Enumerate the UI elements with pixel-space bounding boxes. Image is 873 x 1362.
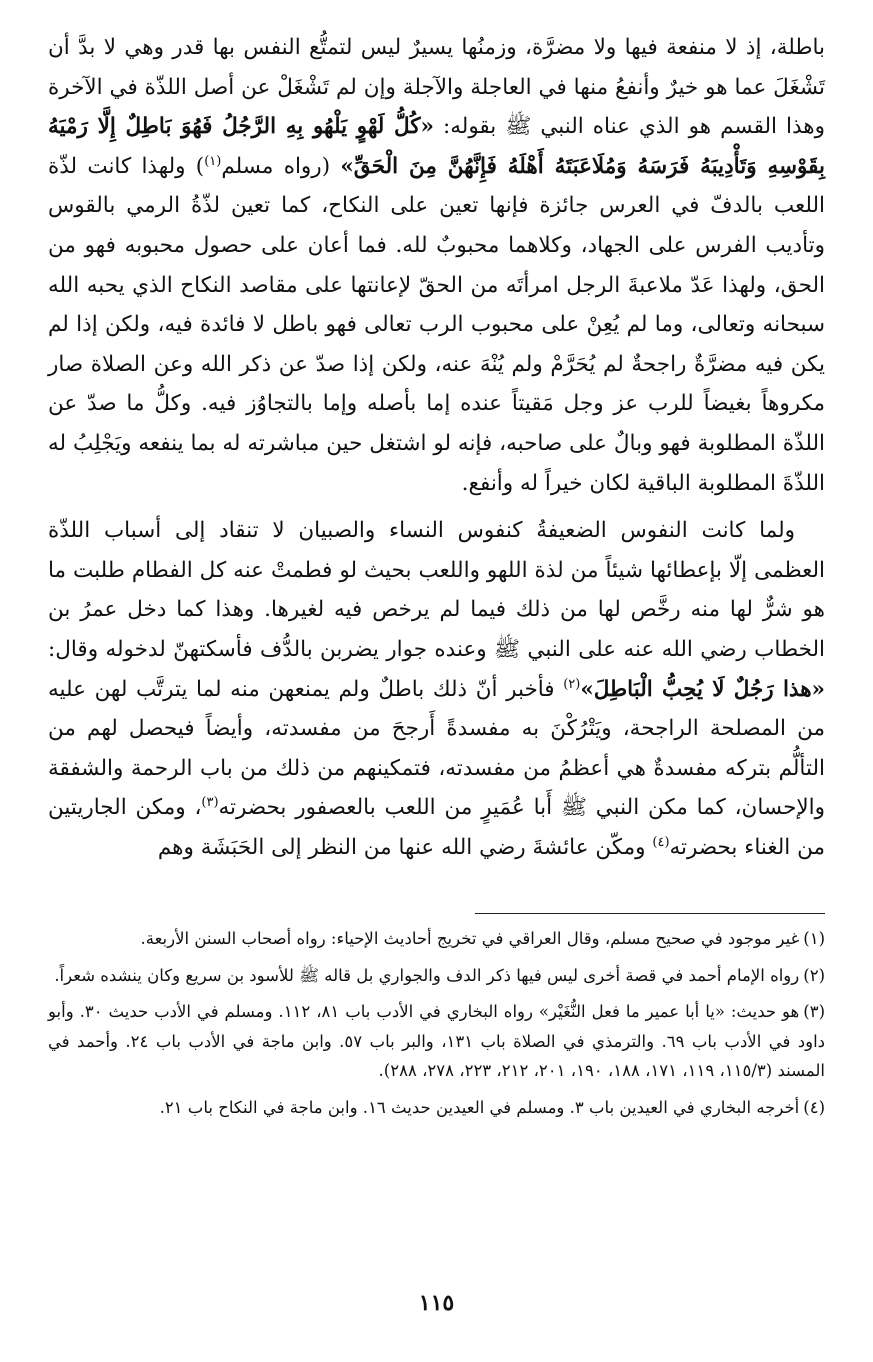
footnote-4 [48,1093,825,1123]
paragraph-2-text-a: ولما كانت النفوس الضعيفةُ كنفوس النساء والصبيان لا تنقاد إلى أسباب اللذّة العظمى إلّا بإعطائها شيئاً من لذة اللهو واللعب بحيث لو فطمتْ عنه كل الفطام طلبت ما هو شرٌّ لها منه رخَّص لها من ذلك فيما لم يرخص فيه لغيرها. وهذا كما دخل عمرُ بن الخطاب رضي الله عنه على النبي ﷺ وعنده جوار يضربن بالدُّف فأسكتهنّ لدخوله وقال: [48,518,825,662]
paragraph-1-text-a: باطلة، إذ لا منفعة فيها ولا مضرَّة، وزمنُها يسيرٌ ليس لتمتُّع النفس بها قدر وهي لا بدَّ أن تَشْغَلَ عما هو خيرٌ وأنفعُ منها في العاجلة والآجلة وإن لم تَشْغَلْ عن أصل اللذّة في الآخرة وهذا القسم هو الذي عناه النبي ﷺ بقوله: [48,35,825,140]
footnote-ref-2[interactable]: (٢) [563,676,581,692]
footnote-number: (٤) [803,1097,825,1117]
footnote-ref-4[interactable]: (٤) [652,834,670,850]
footnote-ref-1[interactable]: (١) [204,153,222,169]
footnote-text: رواه الإمام أحمد في قصة أخرى ليس فيها ذكر الدف والجواري بل قاله ﷺ للأسود بن سريع وكان ينشده شعراً. [54,965,800,985]
page-number: ١١٥ [418,1290,455,1316]
paragraph-2-text-d: ومكّن عائشةَ رضي الله عنها من النظر إلى الحَبَشَة وهم [157,834,646,860]
footnote-1 [48,924,825,954]
footnote-text: غير موجود في صحيح مسلم، وقال العراقي في تخريج أحاديث الإحياء: رواه أصحاب السنن الأربعة. [140,929,800,948]
footnote-ref-3[interactable]: (٣) [201,795,219,811]
footnote-number: (١) [803,929,825,948]
footnote-2 [48,961,825,991]
footnote-text: أخرجه البخاري في العيدين باب ٣. ومسلم في العيدين حديث ١٦. وابن ماجة في النكاح باب ٢١. [159,1097,800,1117]
footnotes [48,924,825,1130]
paragraph-2 [48,511,825,867]
footnote-3 [48,997,825,1086]
footnote-separator [475,913,825,914]
paragraph-2-text-b: فأخبر أنّ ذلك باطلٌ ولم يمنعهن منه لما يترتَّب لهن عليه من المصلحة الراجحة، ويَتْرُكْنَ به مفسدةً أَرجحَ من مفسدته، وأيضاً فيحصل لهم من التألُّم بتركه مفسدةٌ هي أعظمُ من مفسدته، فتمكينهم من ذلك من باب الرحمة والشفقة والإحسان، كما مكن النبي ﷺ أَبا عُمَيرٍ من اللعب بالعصفور بحضرته [48,676,825,821]
main-text [48,28,825,867]
footnote-number: (٢) [803,965,825,985]
footnote-text: هو حديث: «يا أبا عمير ما فعل النُّغَيْر» رواه البخاري في الأدب باب ٨١، ١١٢. ومسلم في الأدب حديث ٣٠. وأبو داود في الأدب باب ٦٩. والترمذي في الصلاة باب ١٣١، والبر باب ٥٧. وابن ماجة في الأدب باب ٢٤. وأحمد في المسند (١١٥/٣، ١١٩، ١٧١، ١٨٨، ١٩٠، ٢٠١، ٢١٢، ٢٢٣، ٢٧٨، ٢٨٨). [48,1002,825,1081]
footnote-number: (٣) [803,1002,825,1022]
hadith-quote-2: «هذا رَجُلٌ لَا يُحِبُّ الْبَاطِلَ» [580,676,825,702]
hadith-quote-1: «كُلُّ لَهْوٍ يَلْهُو بِهِ الرَّجُلُ فَهُوَ بَاطِلٌ إِلَّا رَمْيَهُ بِقَوْسِهِ وَتَأْدِيبَهُ فَرَسَهُ وَمُلَاعَبَتَهُ أَهْلَهُ فَإِنَّهُنَّ مِنَ الْحَقِّ» [48,114,825,179]
paragraph-1 [48,28,825,503]
paragraph-2-text-c: ، ومكن الجاريتين من الغناء بحضرته [48,795,825,860]
paragraph-1-text-c: ) ولهذا كانت لذّة اللعب بالدفّ في العرس جائزة فإنها تعين على النكاح، كما تعين لذّةُ الرمي بالقوس وتأديب الفرس على الجهاد، وكلاهما محبوبٌ لله. فما أعان على حصول محبوبه فهو من الحق، ولهذا عَدّ ملاعبةَ الرجل امرأتَه من الحقّ لإعانتها على مقاصد النكاح الذي يحبه الله سبحانه وتعالى، وما لم يُعِنْ على محبوب الرب تعالى فهو باطل لا فائدة فيه، ولكن إذا لم يكن فيه مضرَّةٌ راجحةٌ لم يُحَرَّمْ ولم يُنْهَ عنه، ولكن إذا صدّ عن ذكر الله وعن الصلاة صار مكروهاً بغيضاً للرب عز وجل مَقيتاً عنده إما بأصله وإما بالتجاوُز فيه. وكلُّ ما صدّ عن اللذّة المطلوبة فهو وبالٌ على صاحبه، فإنه لو اشتغل حين مباشرته له بما ينفعه ويَجْلِبُ له اللذّةَ المطلوبة الباقية لكان خيراً له وأنفع. [48,153,825,496]
paragraph-1-text-b: (رواه مسلم [221,153,331,179]
